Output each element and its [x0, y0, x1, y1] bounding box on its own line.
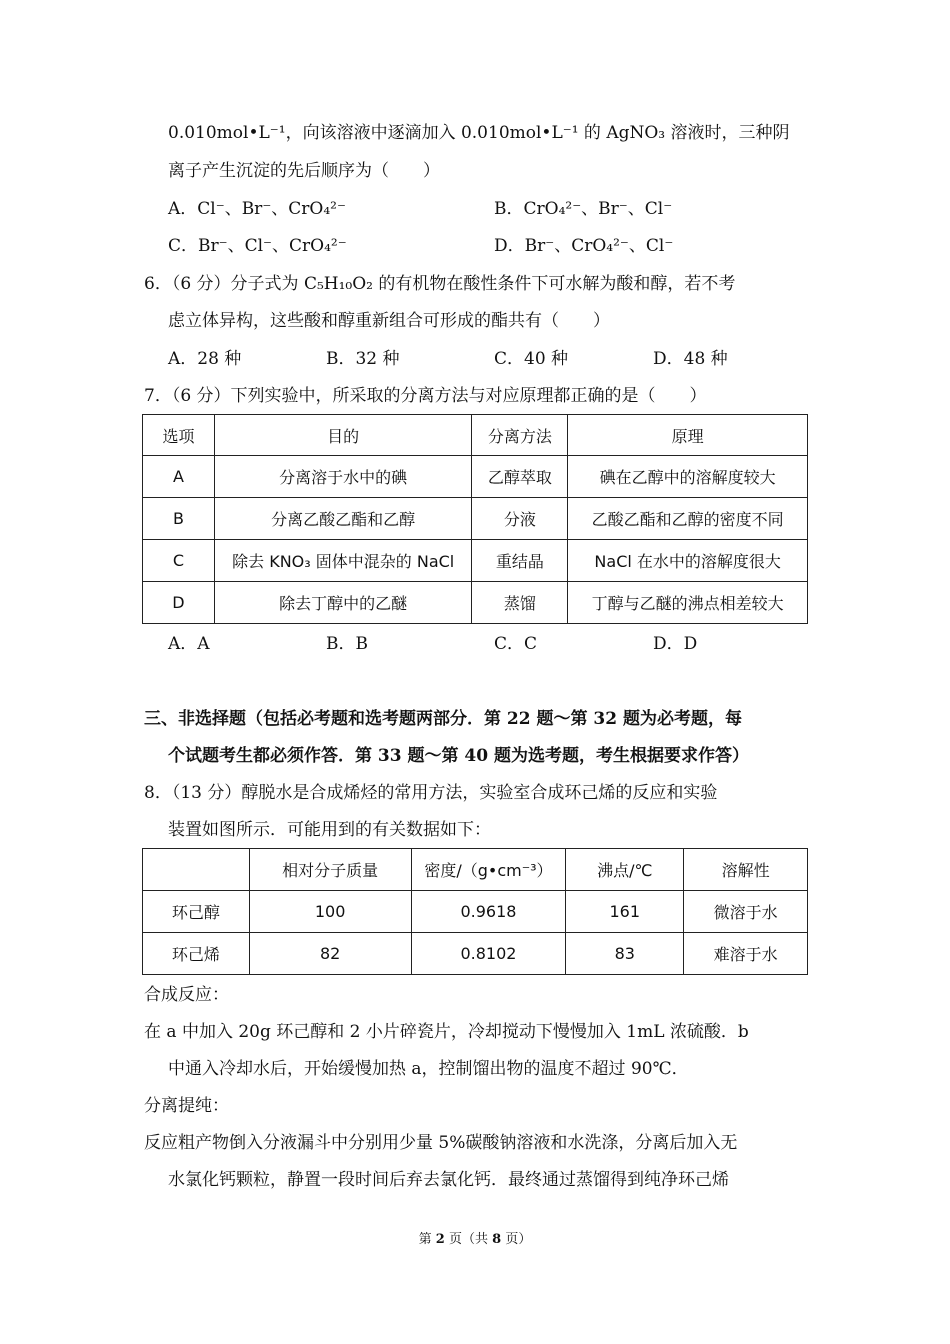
q7-table-header-row [143, 415, 808, 456]
table-cell: 0.8102 [411, 933, 566, 975]
q7-header-cell: 分离方法 [472, 415, 568, 456]
q5-option-b: B．CrO₄²⁻、Br⁻、Cl⁻ [494, 199, 673, 219]
synthesis-line-2: 中通入冷却水后，开始缓慢加热 a，控制馏出物的温度不超过 90℃． [168, 1059, 689, 1079]
q6-option-a: A．28 种 [168, 349, 242, 369]
table-cell: 除去丁醇中的乙醚 [214, 582, 472, 624]
table-row [143, 582, 808, 624]
synthesis-title: 合成反应： [144, 985, 229, 1005]
q7-header-cell: 选项 [143, 415, 215, 456]
q6-stem-line-1: 6．（6 分）分子式为 C₅H₁₀O₂ 的有机物在酸性条件下可水解为酸和醇，若不考 [144, 274, 736, 294]
table-cell: 分液 [472, 498, 568, 540]
table-cell: 0.9618 [411, 891, 566, 933]
q6-stem-line-2: 虑立体异构，这些酸和醇重新组合可形成的酯共有（ ） [168, 311, 610, 331]
purify-line-2: 水氯化钙颗粒，静置一段时间后弃去氯化钙．最终通过蒸馏得到纯净环己烯 [168, 1170, 729, 1190]
q7-table [142, 414, 808, 624]
q8-header-cell: 密度/（g•cm⁻³） [411, 849, 566, 891]
footer-prefix: 第 [418, 1232, 432, 1247]
q5-option-a: A．Cl⁻、Br⁻、CrO₄²⁻ [168, 199, 346, 219]
table-cell: 丁醇与乙醚的沸点相差较大 [568, 582, 808, 624]
table-cell: 环己烯 [143, 933, 250, 975]
q7-header-cell: 目的 [214, 415, 472, 456]
q6-option-c: C．40 种 [494, 349, 569, 369]
table-row [143, 933, 808, 975]
footer-page-number: 2 [435, 1232, 445, 1247]
table-cell: C [143, 540, 215, 582]
table-cell: A [143, 456, 215, 498]
table-cell: 乙酸乙酯和乙醇的密度不同 [568, 498, 808, 540]
table-cell: 碘在乙醇中的溶解度较大 [568, 456, 808, 498]
footer-total-pages: 8 [492, 1232, 502, 1247]
table-row [143, 456, 808, 498]
q8-header-cell: 溶解性 [684, 849, 808, 891]
q8-stem-line-2: 装置如图所示．可能用到的有关数据如下： [168, 820, 491, 840]
table-row [143, 540, 808, 582]
section-3-heading-line-1: 三、非选择题（包括必考题和选考题两部分．第 22 题～第 32 题为必考题，每 [144, 709, 742, 729]
synthesis-line-1: 在 a 中加入 20g 环己醇和 2 小片碎瓷片，冷却搅动下慢慢加入 1mL 浓硫酸．b [144, 1022, 749, 1042]
q7-header-cell: 原理 [568, 415, 808, 456]
table-cell: 乙醇萃取 [472, 456, 568, 498]
q8-stem-line-1: 8．（13 分）醇脱水是合成烯烃的常用方法，实验室合成环己烯的反应和实验 [144, 783, 718, 803]
table-cell: 难溶于水 [684, 933, 808, 975]
purify-title: 分离提纯： [144, 1096, 229, 1116]
table-cell: 161 [566, 891, 684, 933]
q5-option-c: C．Br⁻、Cl⁻、CrO₄²⁻ [168, 236, 347, 256]
q5-option-d: D．Br⁻、CrO₄²⁻、Cl⁻ [494, 236, 674, 256]
q8-table-header-row [143, 849, 808, 891]
section-3-heading-line-2: 个试题考生都必须作答．第 33 题～第 40 题为选考题，考生根据要求作答） [168, 746, 749, 766]
q7-option-d: D．D [653, 634, 698, 654]
q8-header-cell [143, 849, 250, 891]
table-cell: 重结晶 [472, 540, 568, 582]
table-cell: B [143, 498, 215, 540]
table-cell: NaCl 在水中的溶解度很大 [568, 540, 808, 582]
q6-option-b: B．32 种 [326, 349, 400, 369]
q5-stem-line-1: 0.010mol•L⁻¹，向该溶液中逐滴加入 0.010mol•L⁻¹ 的 AgNO₃ 溶液时，三种阴 [168, 123, 790, 143]
q8-header-cell: 相对分子质量 [249, 849, 411, 891]
q7-option-c: C．C [494, 634, 538, 654]
table-cell: 微溶于水 [684, 891, 808, 933]
table-row [143, 498, 808, 540]
q7-stem: 7．（6 分）下列实验中，所采取的分离方法与对应原理都正确的是（ ） [144, 386, 707, 406]
table-cell: 分离溶于水中的碘 [214, 456, 472, 498]
q6-option-d: D．48 种 [653, 349, 728, 369]
q8-header-cell: 沸点/℃ [566, 849, 684, 891]
q7-option-b: B．B [326, 634, 368, 654]
page-footer [0, 1228, 950, 1247]
table-cell: 蒸馏 [472, 582, 568, 624]
purify-line-1: 反应粗产物倒入分液漏斗中分别用少量 5%碳酸钠溶液和水洗涤，分离后加入无 [144, 1133, 738, 1153]
footer-mid: 页（共 [448, 1232, 488, 1247]
q7-option-a: A．A [168, 634, 210, 654]
table-cell: 环己醇 [143, 891, 250, 933]
table-cell: 除去 KNO₃ 固体中混杂的 NaCl [214, 540, 472, 582]
table-cell: D [143, 582, 215, 624]
table-cell: 83 [566, 933, 684, 975]
table-cell: 82 [249, 933, 411, 975]
q5-stem-line-2: 离子产生沉淀的先后顺序为（ ） [168, 161, 440, 181]
table-row [143, 891, 808, 933]
table-cell: 分离乙酸乙酯和乙醇 [214, 498, 472, 540]
table-cell: 100 [249, 891, 411, 933]
q8-data-table [142, 848, 808, 975]
footer-suffix: 页） [505, 1232, 532, 1247]
